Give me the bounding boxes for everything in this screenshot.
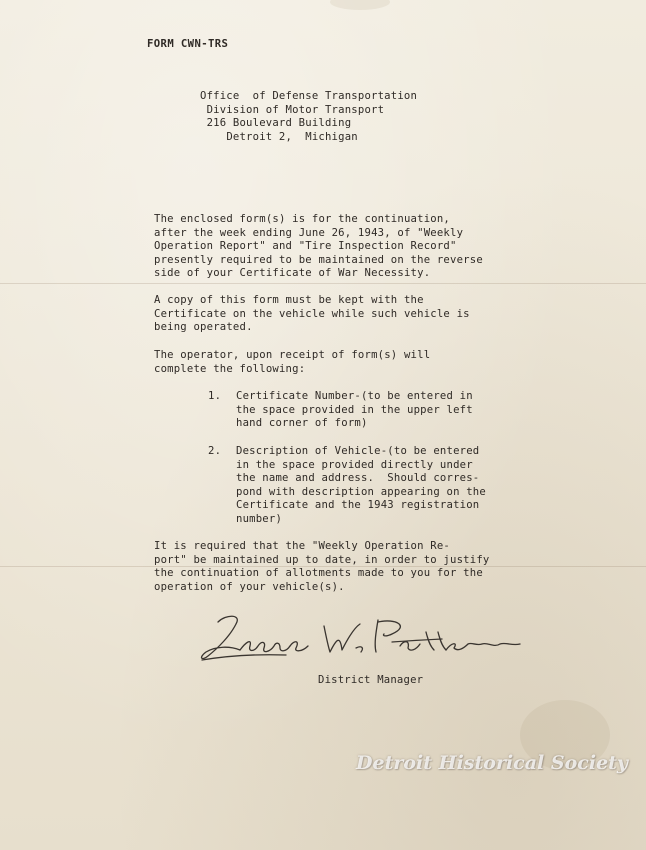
paragraph-copy-kept: A copy of this form must be kept with the Certificate on the vehicle while such vehicle is being operated. (154, 294, 470, 334)
office-line: Detroit 2, Michigan (226, 130, 358, 143)
signer-title: District Manager (318, 674, 424, 686)
paper-stain (330, 0, 390, 10)
paper-fold (0, 283, 646, 284)
office-address (200, 90, 417, 144)
office-line: Office of Defense Transportation (200, 90, 418, 102)
list-item-number: 2. (208, 445, 222, 457)
handwritten-signature (196, 612, 526, 670)
paragraph-requirement: It is required that the "Weekly Operation Re- port" be maintained up to date, in order to justify the continuation of allotments made to you for the operation of your vehicle(s). (154, 540, 490, 593)
paragraph-continuation: The enclosed form(s) is for the continuation, after the week ending June 26, 1943, of "Weekly Operation Report" and "Tire Inspection Record" presently required to be maintained on the reverse side of your Certificate of War Necessity. (154, 213, 483, 280)
form-id: FORM CWN-TRS (147, 38, 229, 50)
paragraph-operator: The operator, upon receipt of form(s) will complete the following: (154, 349, 431, 375)
office-line: 216 Boulevard Building (206, 117, 352, 130)
list-item-number: 1. (208, 390, 222, 402)
watermark: Detroit Historical Society (356, 752, 628, 774)
office-line: Division of Motor Transport (206, 103, 385, 116)
list-item-text: Description of Vehicle-(to be entered in the space provided directly under the name and address. Should corres- pond with description appearing on the Certificate and the 1943 registration number) (236, 445, 486, 525)
list-item-text: Certificate Number-(to be entered in the space provided in the upper left hand corner of form) (236, 390, 473, 430)
